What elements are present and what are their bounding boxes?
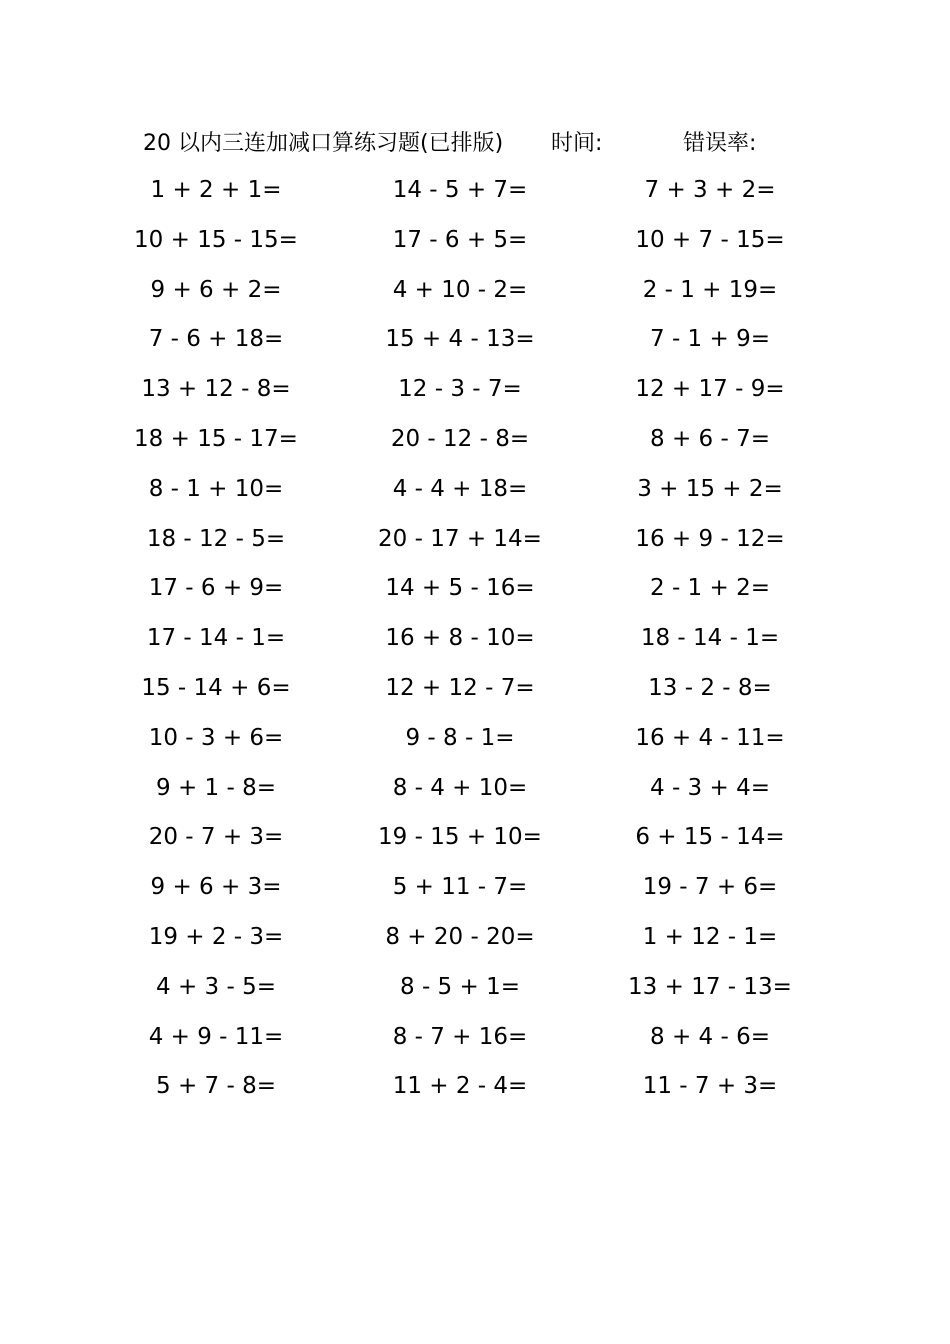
problem-item: 15 + 4 - 13=: [385, 326, 535, 353]
problem-item: 20 - 17 + 14=: [378, 525, 542, 552]
problem-item: 5 + 7 - 8=: [156, 1073, 276, 1100]
problem-item: 14 - 5 + 7=: [392, 177, 528, 203]
problem-item: 13 + 17 - 13=: [628, 973, 792, 1000]
problem-item: 9 + 6 + 3=: [150, 874, 282, 901]
problem-item: 12 + 17 - 9=: [635, 376, 785, 403]
problem-item: 18 + 15 - 17=: [134, 425, 298, 452]
problem-row: [0, 714, 950, 764]
problem-item: 8 + 20 - 20=: [385, 923, 535, 950]
problem-item: 9 + 6 + 2=: [150, 276, 282, 303]
problem-item: 16 + 4 - 11=: [635, 724, 785, 751]
problem-item: 16 + 9 - 12=: [635, 525, 785, 552]
problem-item: 10 + 7 - 15=: [635, 226, 785, 253]
problem-item: 8 - 4 + 10=: [392, 774, 528, 801]
problem-row: [0, 614, 950, 664]
problem-item: 19 + 2 - 3=: [148, 923, 284, 950]
problem-item: 8 - 1 + 10=: [148, 475, 284, 502]
problem-item: 8 + 6 - 7=: [650, 425, 770, 452]
problem-item: 8 - 5 + 1=: [400, 973, 520, 1000]
problem-item: 11 + 2 - 4=: [392, 1073, 528, 1100]
problem-item: 8 - 7 + 16=: [392, 1023, 528, 1050]
problem-item: 4 + 9 - 11=: [148, 1023, 284, 1050]
problem-item: 20 - 7 + 3=: [148, 824, 284, 851]
problem-row: [0, 913, 950, 963]
problem-item: 7 - 6 + 18=: [148, 326, 284, 353]
problem-item: 9 + 1 - 8=: [156, 774, 276, 801]
problem-row: [0, 863, 950, 913]
problem-item: 8 + 4 - 6=: [650, 1023, 770, 1050]
problem-item: 7 + 3 + 2=: [644, 177, 776, 203]
problem-item: 12 + 12 - 7=: [385, 674, 535, 701]
problem-grid: [0, 166, 950, 1112]
problem-item: 17 - 6 + 9=: [148, 575, 284, 602]
problem-item: 10 + 15 - 15=: [134, 226, 298, 253]
problem-row: [0, 1062, 950, 1112]
problem-item: 17 - 6 + 5=: [392, 226, 528, 253]
problem-item: 10 - 3 + 6=: [148, 724, 284, 751]
problem-row: [0, 365, 950, 415]
problem-item: 13 - 2 - 8=: [648, 674, 772, 701]
problem-item: 4 + 10 - 2=: [392, 276, 528, 303]
problem-item: 18 - 12 - 5=: [146, 525, 286, 552]
time-label: 时间:: [551, 131, 603, 156]
problem-item: 1 + 2 + 1=: [150, 177, 282, 203]
problem-item: 20 - 12 - 8=: [390, 425, 530, 452]
problem-row: [0, 266, 950, 316]
problem-row: [0, 813, 950, 863]
problem-row: [0, 465, 950, 515]
problem-item: 1 + 12 - 1=: [642, 923, 778, 950]
problem-item: 15 - 14 + 6=: [141, 674, 291, 701]
problem-item: 2 - 1 + 2=: [650, 575, 770, 602]
problem-item: 2 - 1 + 19=: [642, 276, 778, 303]
problem-item: 7 - 1 + 9=: [650, 326, 770, 353]
problem-row: [0, 1013, 950, 1063]
problem-item: 11 - 7 + 3=: [642, 1073, 778, 1100]
problem-item: 19 - 7 + 6=: [642, 874, 778, 901]
problem-row: [0, 315, 950, 365]
problem-item: 6 + 15 - 14=: [635, 824, 785, 851]
problem-row: [0, 415, 950, 465]
problem-item: 16 + 8 - 10=: [385, 625, 535, 652]
problem-row: [0, 963, 950, 1013]
problem-row: [0, 166, 950, 216]
worksheet-header: [143, 124, 803, 164]
problem-row: [0, 564, 950, 614]
problem-item: 9 - 8 - 1=: [405, 724, 515, 751]
problem-row: [0, 664, 950, 714]
problem-item: 4 - 3 + 4=: [650, 774, 770, 801]
problem-item: 14 + 5 - 16=: [385, 575, 535, 602]
problem-item: 4 - 4 + 18=: [392, 475, 528, 502]
problem-row: [0, 515, 950, 565]
problem-item: 12 - 3 - 7=: [398, 376, 522, 403]
problem-row: [0, 764, 950, 814]
problem-item: 4 + 3 - 5=: [156, 973, 276, 1000]
problem-item: 3 + 15 + 2=: [637, 475, 783, 502]
problem-item: 5 + 11 - 7=: [392, 874, 528, 901]
problem-item: 19 - 15 + 10=: [378, 824, 542, 851]
problem-row: [0, 216, 950, 266]
worksheet-title: 20 以内三连加减口算练习题(已排版): [143, 131, 504, 156]
problem-item: 18 - 14 - 1=: [640, 625, 780, 652]
problem-item: 13 + 12 - 8=: [141, 376, 291, 403]
problem-item: 17 - 14 - 1=: [146, 625, 286, 652]
error-rate-label: 错误率:: [683, 131, 757, 156]
